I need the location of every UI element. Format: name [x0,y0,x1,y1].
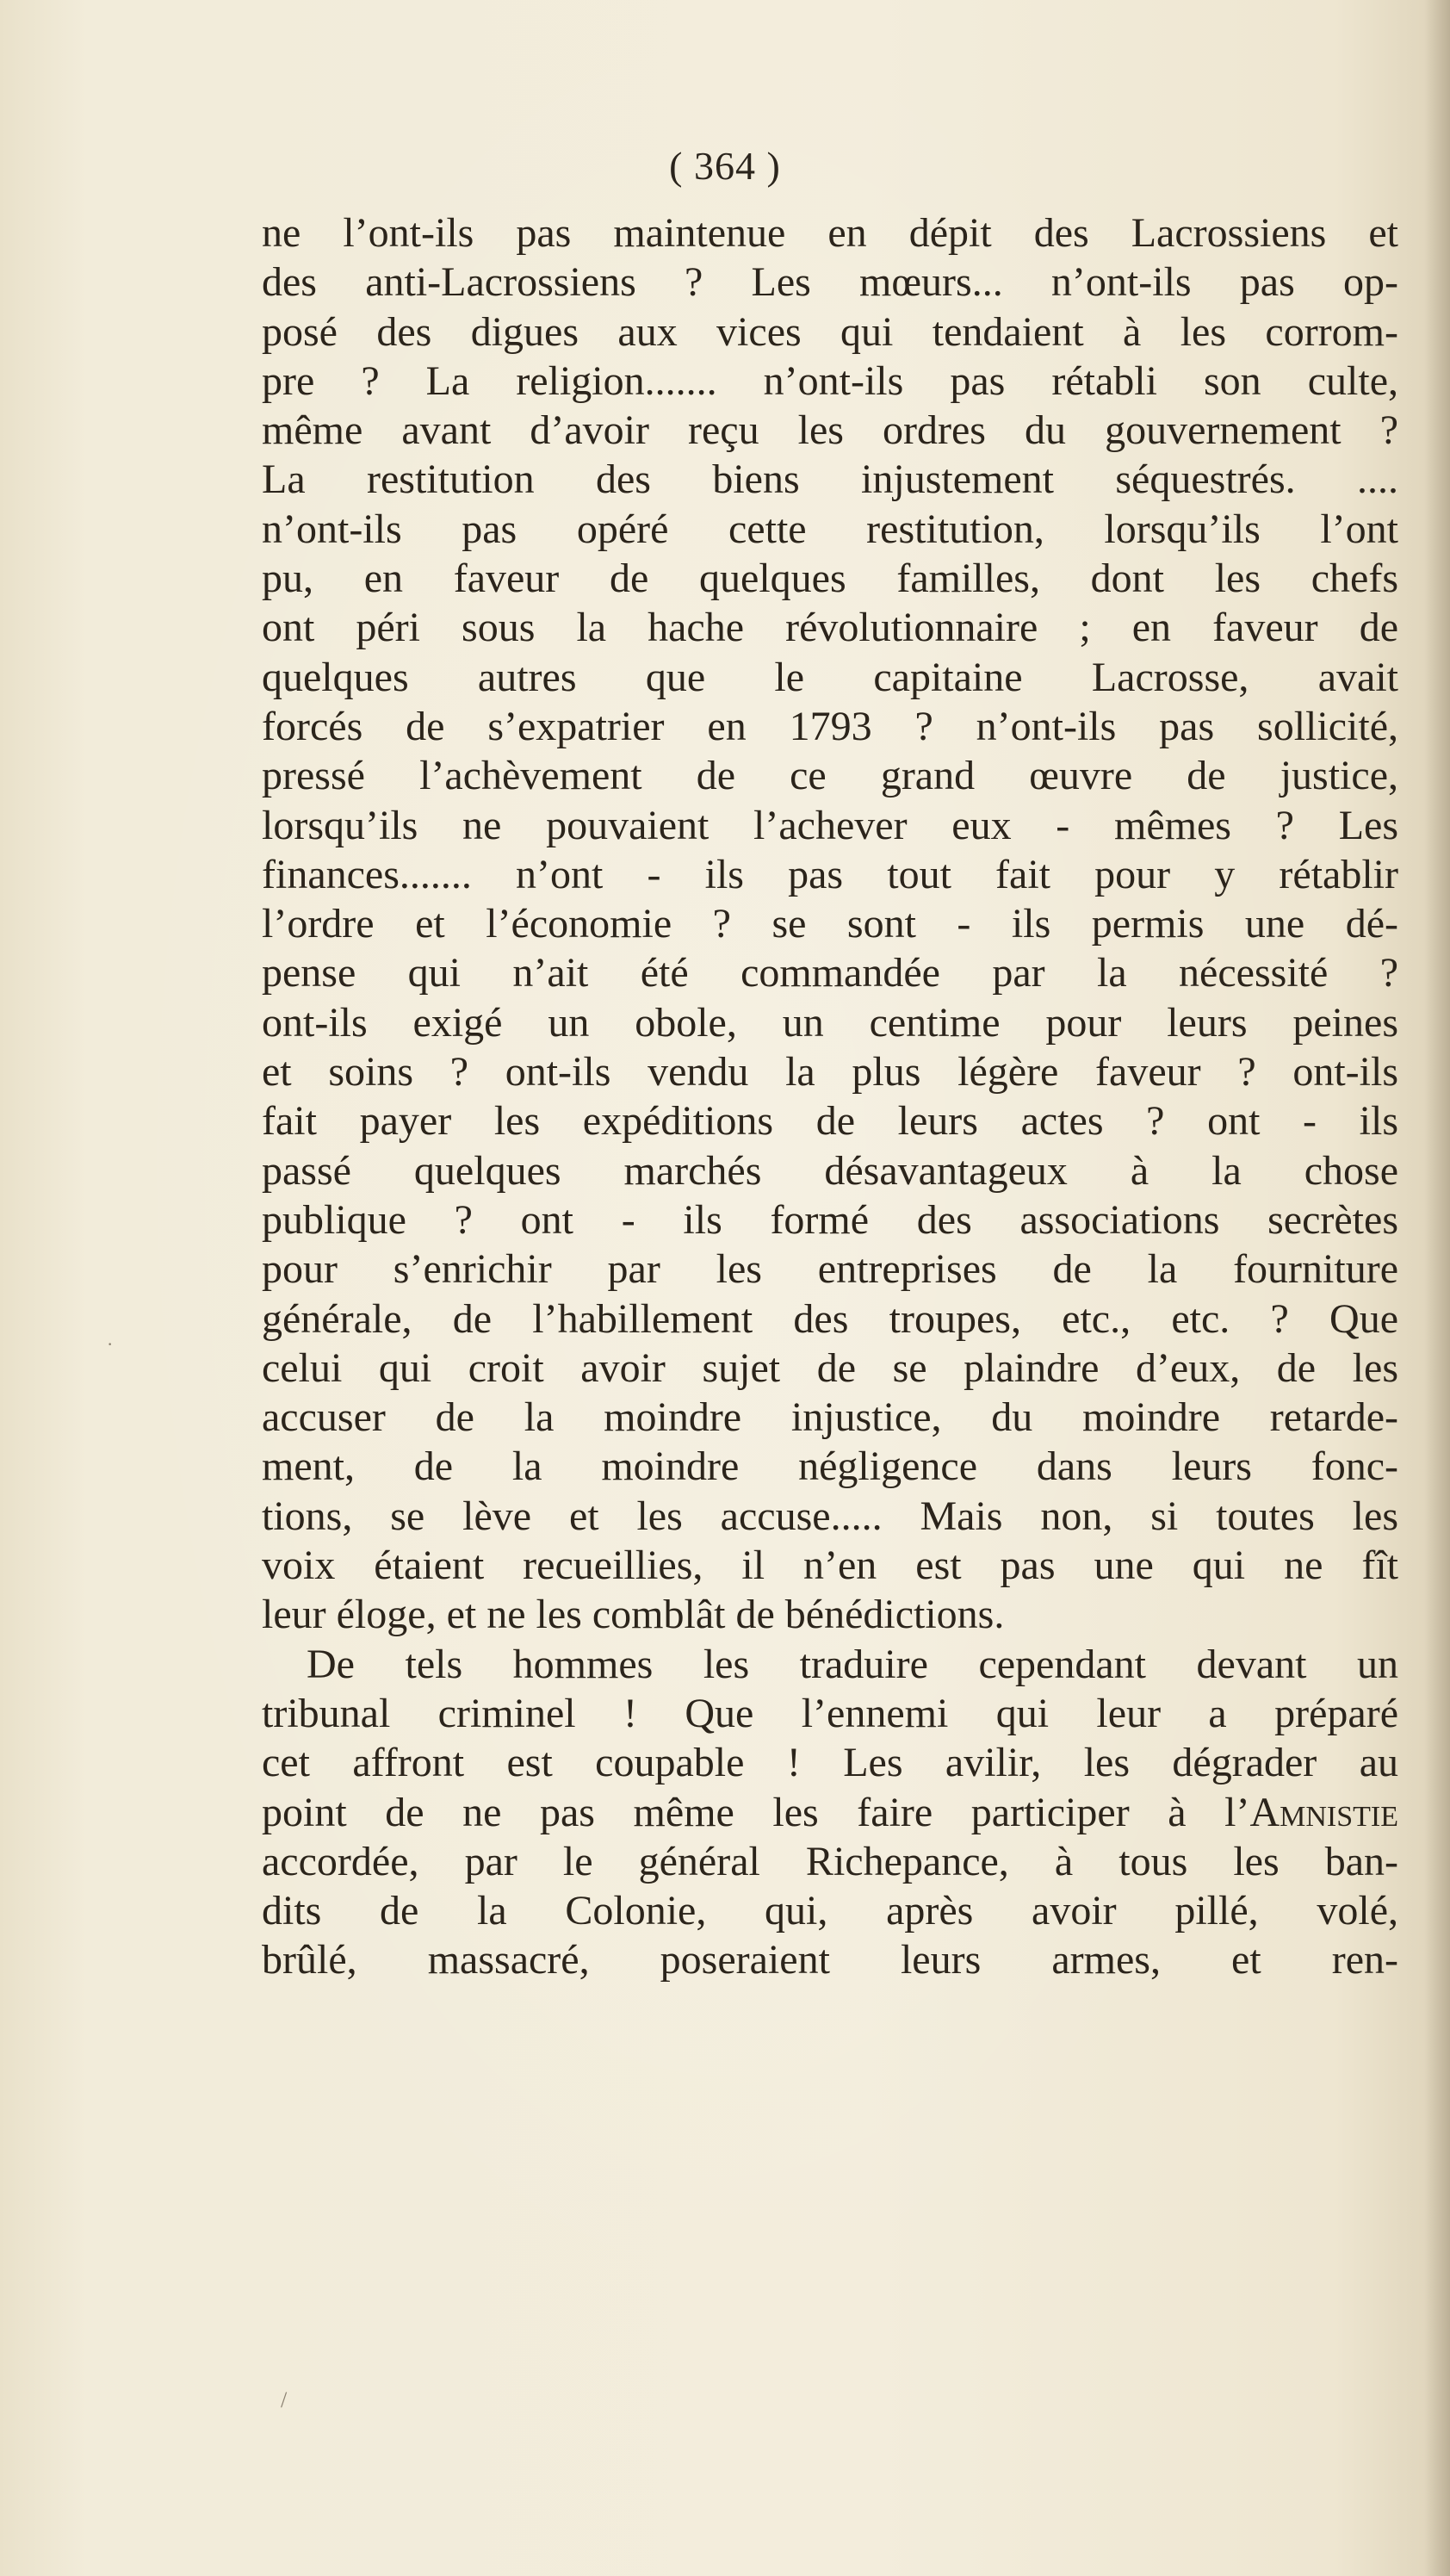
paragraph-end-line: leur éloge, et ne les comblât de bénédictions. [262,1592,1005,1638]
text-line: celui qui croit avoir sujet de se plaindre d’eux, de les [262,1344,1398,1391]
text-line: passé quelques marchés désavantageux à la chose [262,1147,1398,1194]
text-line: lorsqu’ils ne pouvaient l’achever eux - mêmes ? Les [262,802,1398,848]
bottom-ink-mark: / [281,2387,288,2412]
text-line: pre ? La religion....... n’ont-ils pas rétabli son culte, [262,357,1398,404]
text-line: voix étaient recueillies, il n’en est pas une qui ne fît [262,1542,1398,1589]
text-line: même avant d’avoir reçu les ordres du gouvernement ? [262,407,1398,454]
text-line: des anti-Lacrossiens ? Les mœurs... n’ont-ils pas op- [262,259,1398,306]
text-line: pense qui n’ait été commandée par la nécessité ? [262,950,1398,996]
page-edge-shadow [1424,0,1450,2576]
paragraph-start-line: De tels hommes les traduire cependant devant un [307,1641,1398,1687]
text-line: publique ? ont - ils formé des associations secrètes [262,1196,1398,1243]
text-line-with-smallcaps [262,1788,1398,1837]
text-line: La restitution des biens injustement séquestrés. .... [262,456,1398,503]
body-text [262,208,1398,1985]
text-line: cet affront est coupable ! Les avilir, les dégrader au [262,1740,1398,1786]
line-text: point de ne pas même les faire participer à l’ [262,1789,1250,1835]
text-line: forcés de s’expatrier en 1793 ? n’ont-ils pas sollicité, [262,703,1398,749]
text-line: accordée, par le général Richepance, à tous les ban- [262,1838,1398,1884]
text-line: l’ordre et l’économie ? se sont - ils permis une dé- [262,901,1398,947]
text-line: ont péri sous la hache révolutionnaire ; en faveur de [262,605,1398,651]
text-line: tribunal criminel ! Que l’ennemi qui leur a préparé [262,1690,1398,1736]
text-line: générale, de l’habillement des troupes, etc., etc. ? Que [262,1295,1398,1342]
text-line: finances....... n’ont - ils pas tout fait pour y rétablir [262,851,1398,897]
text-line: et soins ? ont-ils vendu la plus légère faveur ? ont-ils [262,1049,1398,1096]
text-line: n’ont-ils pas opéré cette restitution, lorsqu’ils l’ont [262,506,1398,552]
text-line: pu, en faveur de quelques familles, dont les chefs [262,556,1398,602]
text-line: posé des digues aux vices qui tendaient à les corrom- [262,308,1398,355]
text-line: ont-ils exigé un obole, un centime pour leurs peines [262,999,1398,1046]
text-line: ne l’ont-ils pas maintenue en dépit des Lacrossiens et [262,210,1398,256]
text-line: ment, de la moindre négligence dans leurs fonc- [262,1443,1398,1490]
text-line: fait payer les expéditions de leurs actes ? ont - ils [262,1098,1398,1145]
text-line: dits de la Colonie, qui, après avoir pillé, volé, [262,1888,1398,1934]
smallcaps-word: Amnistie [1249,1789,1398,1835]
text-line: accuser de la moindre injustice, du moindre retarde- [262,1394,1398,1441]
text-line: quelques autres que le capitaine Lacrosse, avait [262,654,1398,700]
text-line: pressé l’achèvement de ce grand œuvre de justice, [262,753,1398,799]
text-line: brûlé, massacré, poseraient leurs armes, et ren- [262,1937,1398,1983]
text-line: tions, se lève et les accuse..... Mais non, si toutes les [262,1493,1398,1539]
margin-speck: · [107,1333,114,1355]
page-number: ( 364 ) [669,144,781,188]
text-line: pour s’enrichir par les entreprises de la fourniture [262,1246,1398,1293]
